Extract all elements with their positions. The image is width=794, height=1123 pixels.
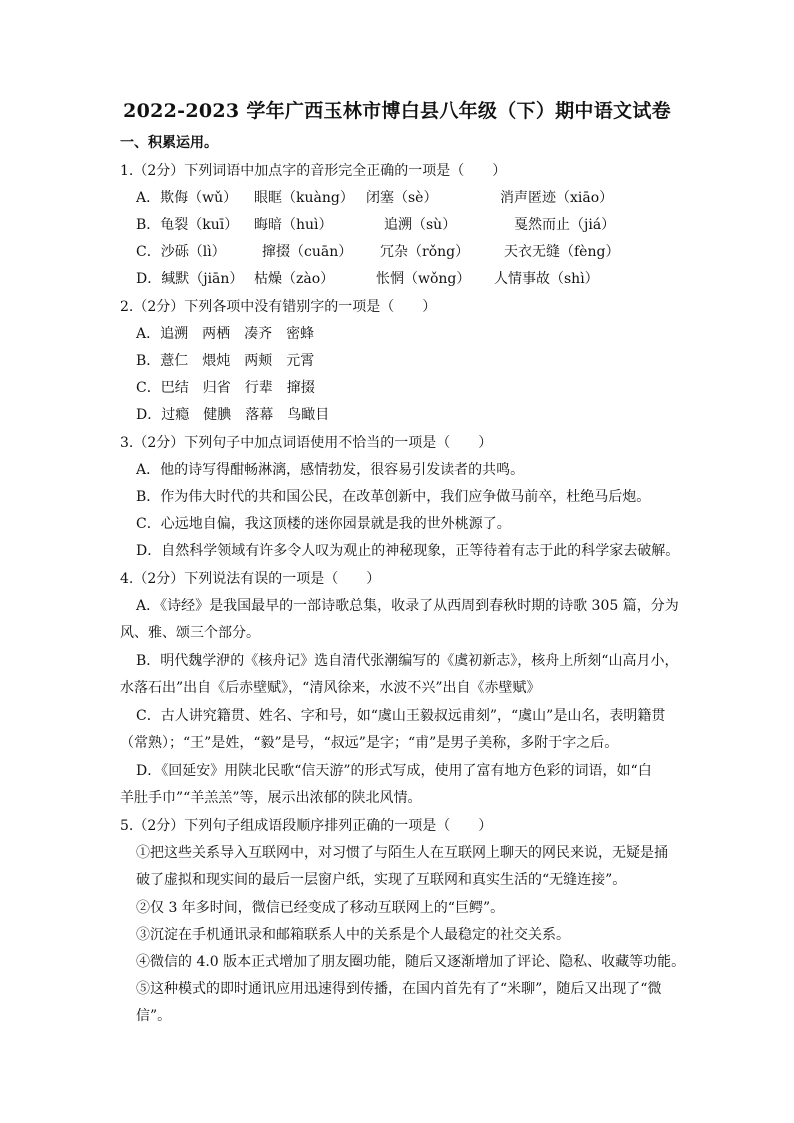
question-2-stem: 2.（2分）下列各项中没有错别字的一项是（ ） (120, 299, 437, 315)
question-5-sentence-1-continued: 破了虚拟和现实间的最后一层窗户纸，实现了互联网和真实生活的“无缝连接”。 (136, 872, 627, 888)
question-2-option-c: C．巴结 归省 行辈 撺掇 (136, 380, 315, 396)
question-4-option-c: C．古人讲究籍贯、姓名、字和号，如“虞山王毅叔远甫刻”，“虞山”是山名，表明籍贯 (136, 708, 666, 724)
question-4-option-b-continued: 水落石出”出自《后赤壁赋》，“清风徐来，水波不兴”出自《赤壁赋》 (120, 680, 541, 696)
question-3-option-d: D．自然科学领域有许多令人叹为观止的神秘现象，正等待着有志于此的科学家去破解。 (136, 543, 680, 559)
question-3-stem: 3.（2分）下列句子中加点词语使用不恰当的一项是（ ） (120, 435, 493, 451)
question-5-sentence-2: ②仅 3 年多时间，微信已经变成了移动互联网上的“巨鳄”。 (136, 900, 505, 916)
question-4-option-c-continued: （常熟）；“王”是姓，“毅”是号，“叔远”是字；“甫”是男子美称，多附于字之后。 (120, 735, 619, 751)
question-4-option-d: D．《回延安》用陕北民歌“信天游”的形式写成，使用了富有地方色彩的词语，如“白 (136, 763, 652, 779)
question-5-sentence-1: ①把这些关系导入互联网中，对习惯了与陌生人在互联网上聊天的网民来说，无疑是捅 (136, 845, 668, 861)
question-3-option-b: B．作为伟大时代的共和国公民，在改革创新中，我们应争做马前卒，杜绝马后炮。 (136, 489, 651, 505)
question-4-option-a: A．《诗经》是我国最早的一部诗歌总集，收录了从西周到春秋时期的诗歌 305 篇，分为 (136, 598, 679, 614)
question-1-option-d: D．缄默（jiān） 枯燥（zào） 怅惘（wǒng） 人情事故（shì） (136, 271, 599, 287)
question-1-option-a: A．欺侮（wǔ） 眼眶（kuàng） 闭塞（sè） 消声匿迹（xiāo） (136, 190, 614, 206)
question-3-option-a: A．他的诗写得酣畅淋漓，感情勃发，很容易引发读者的共鸣。 (136, 462, 525, 478)
question-5-sentence-5-continued: 信”。 (136, 1008, 172, 1024)
question-4-stem: 4.（2分）下列说法有误的一项是（ ） (120, 571, 381, 587)
question-4-option-b: B．明代魏学洢的《核舟记》选自清代张潮编写的《虞初新志》，核舟上所刻“山高月小， (136, 653, 679, 669)
question-5-stem: 5.（2分）下列句子组成语段顺序排列正确的一项是（ ） (120, 818, 493, 834)
question-4-option-a-continued: 风、雅、颂三个部分。 (120, 625, 260, 641)
question-4-option-d-continued: 羊肚手巾”“羊羔羔”等，展示出浓郁的陕北风情。 (120, 790, 422, 806)
question-3-option-c: C．心远地自偏，我这顶楼的迷你园景就是我的世外桃源了。 (136, 516, 511, 532)
question-1-option-b: B．龟裂（kuī） 晦暗（huì） 追溯（sù） 戛然而止（jiá） (136, 217, 616, 233)
question-5-sentence-5: ⑤这种模式的即时通讯应用迅速得到传播，在国内首先有了“米聊”，随后又出现了“微 (136, 981, 662, 997)
section-heading: 一、积累运用。 (120, 135, 218, 151)
question-1-option-c: C．沙砾（lì） 撺掇（cuān） 冗杂（rǒng） 天衣无缝（fèng） (136, 244, 620, 260)
question-2-option-a: A．追溯 两栖 凑齐 密蜂 (136, 326, 315, 342)
question-2-option-b: B．薏仁 煨炖 两颊 元霄 (136, 353, 315, 369)
page-title: 2022-2023 学年广西玉林市博白县八年级（下）期中语文试卷 (123, 100, 671, 122)
question-5-sentence-3: ③沉淀在手机通讯录和邮箱联系人中的关系是个人最稳定的社交关系。 (136, 927, 570, 943)
question-1-stem: 1.（2分）下列词语中加点字的音形完全正确的一项是（ ） (120, 163, 507, 179)
question-5-sentence-4: ④微信的 4.0 版本正式增加了朋友圈功能，随后又逐渐增加了评论、隐私、收藏等功能。 (136, 954, 686, 970)
question-2-option-d: D．过瘾 健腆 落幕 鸟瞰目 (136, 407, 330, 423)
